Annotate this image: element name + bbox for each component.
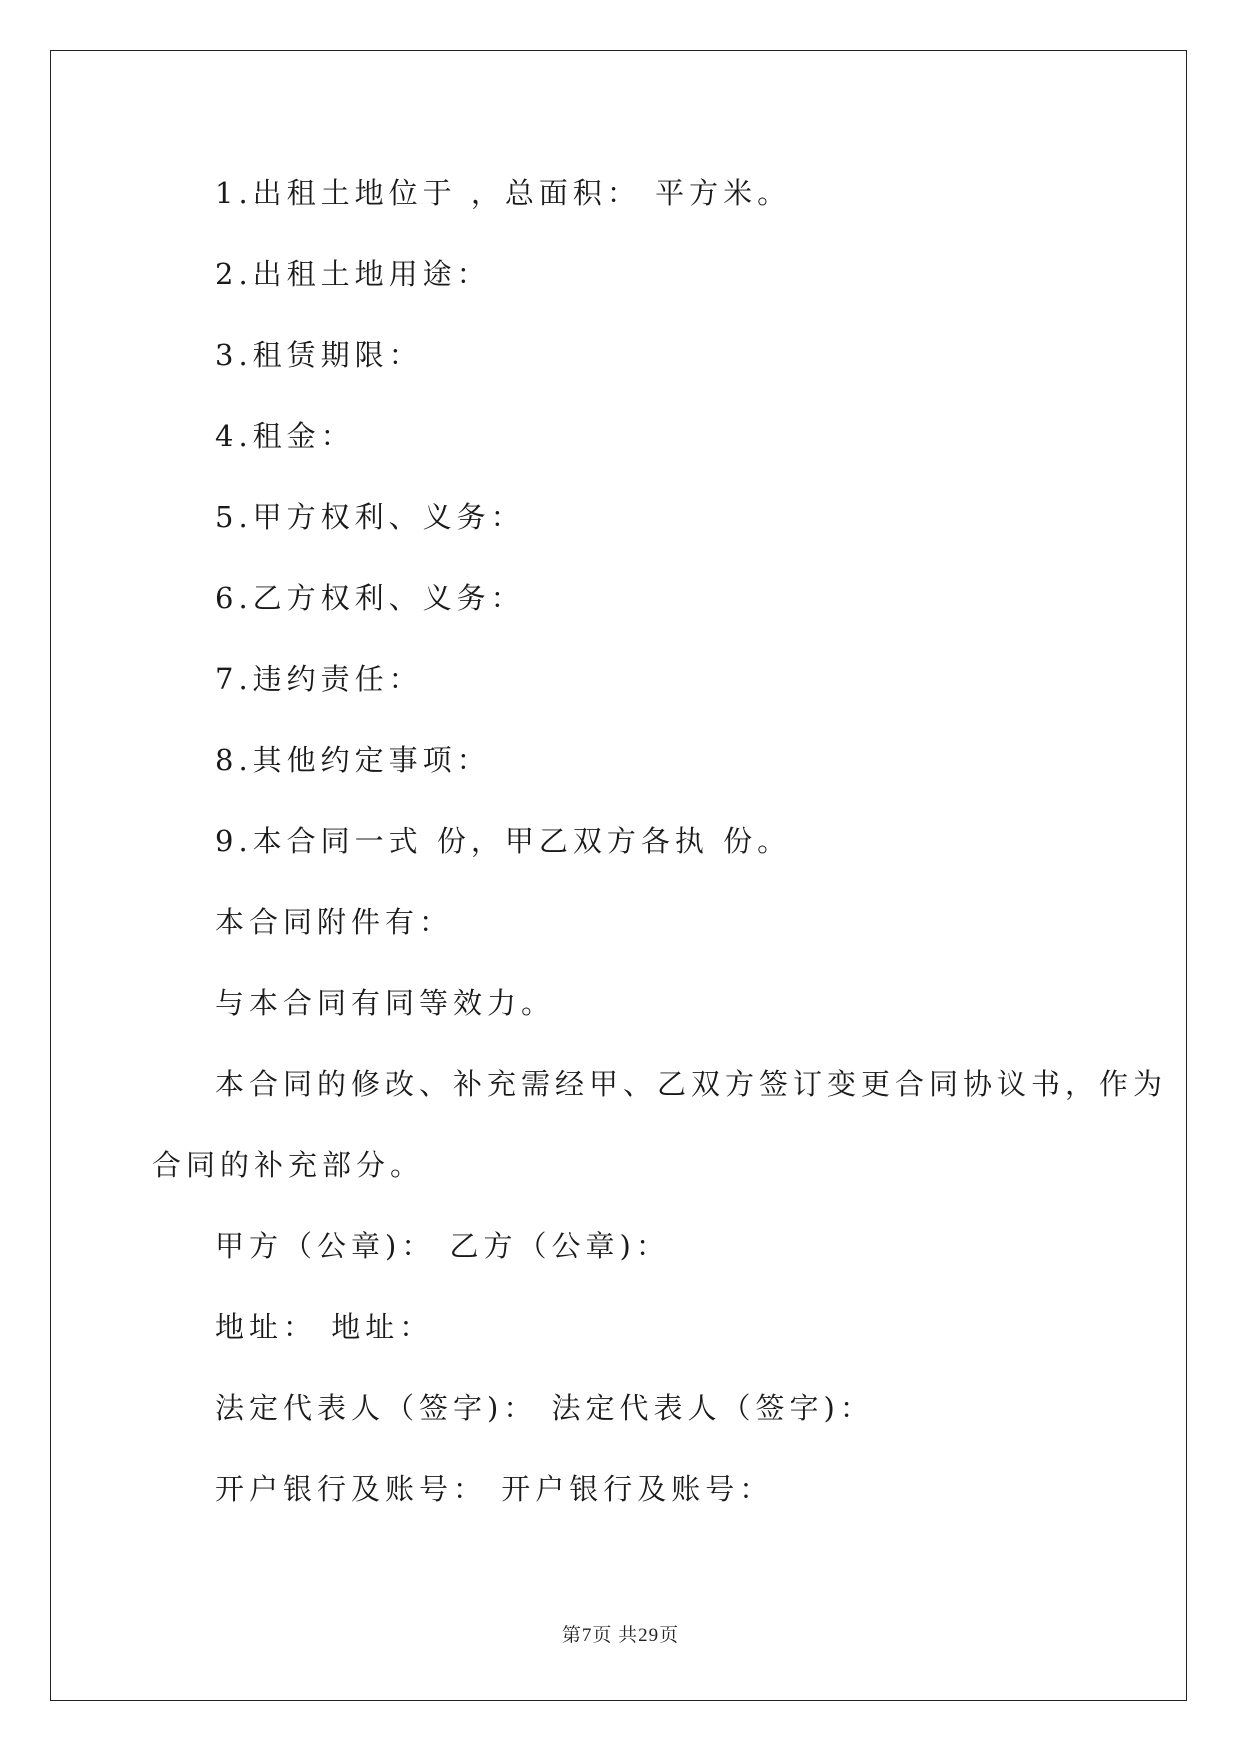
page-number-footer: 第7页 共29页 [561,1625,680,1646]
equal-effect-line: 与本合同有同等效力。 [215,986,556,1020]
amendment-paragraph-continued: 合同的补充部分。 [152,1148,425,1182]
address-line: 地址： 地址： [215,1310,434,1344]
page-border [50,50,1187,1701]
clause-5-party-a-rights: 5.甲方权利、义务： [215,500,525,534]
bank-account-line: 开户银行及账号： 开户银行及账号： [215,1472,774,1506]
attachments-line: 本合同附件有： [215,905,454,939]
clause-4-rent: 4.租金： [215,419,355,453]
clause-8-other-matters: 8.其他约定事项： [215,743,491,777]
clause-6-party-b-rights: 6.乙方权利、义务： [215,581,525,615]
clause-1-land-location: 1.出租土地位于 ，总面积： 平方米。 [215,176,792,210]
clause-9-copies: 9.本合同一式 份，甲乙双方各执 份。 [215,824,792,858]
clause-7-breach-liability: 7.违约责任： [215,662,423,696]
clause-3-lease-term: 3.租赁期限： [215,338,423,372]
clause-2-land-use: 2.出租土地用途： [215,257,491,291]
signature-seal-line: 甲方（公章)： 乙方（公章)： [215,1229,670,1263]
legal-representative-line: 法定代表人（签字)： 法定代表人（签字)： [215,1391,874,1425]
amendment-paragraph: 本合同的修改、补充需经甲、乙双方签订变更合同协议书，作为 [215,1067,1168,1101]
